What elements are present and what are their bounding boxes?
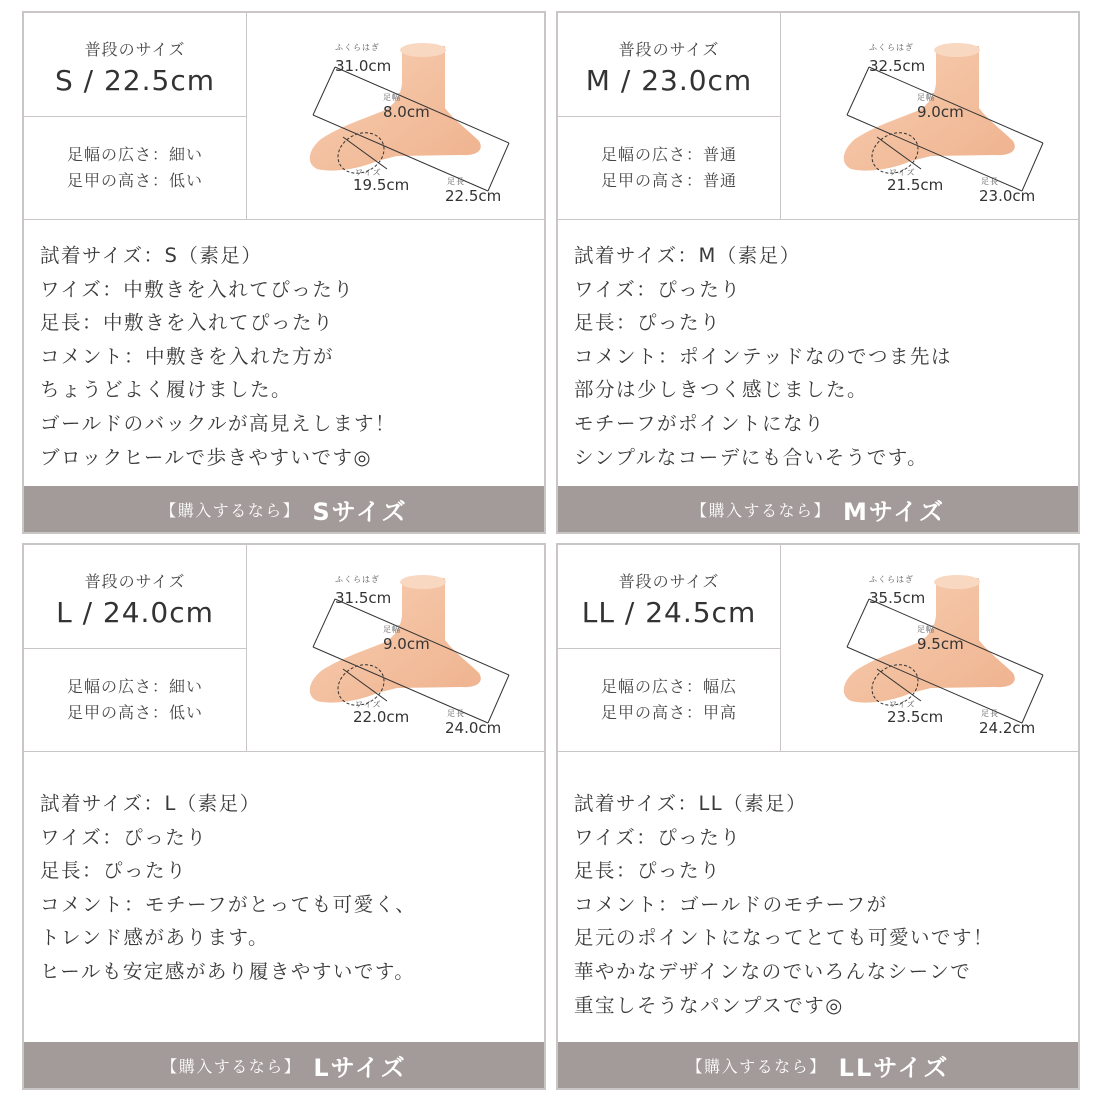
length-label: 足長 [981,177,999,186]
review-card-4 [556,543,1080,1090]
card-header [558,545,1078,752]
foot-height-text: 足甲の高さ：低い [66,703,203,722]
calf-top [934,43,980,57]
wise-value: 21.5cm [887,176,944,194]
comment-line: 試着サイズ：M（素足） [574,244,801,267]
comment-line: 試着サイズ：LL（素足） [574,792,808,815]
calf-label: ふくらはぎ [335,575,380,584]
length-line-tick-b [1022,675,1043,723]
usual-size-box [558,13,781,117]
comment-line: 足長：中敷きを入れてぴったり [40,311,335,335]
wise-label: ワイズ [889,700,916,709]
length-value: 24.0cm [445,719,502,737]
purchase-size: Mサイズ [843,497,945,526]
wise-label: ワイズ [889,168,916,177]
comment-line: 試着サイズ：S（素足） [40,244,263,267]
comment-line: 足元のポイントになってとても可愛いです！ [574,926,995,950]
foot-height-text: 足甲の高さ：普通 [600,171,737,190]
foot-diagram [247,13,544,219]
calf-value: 32.5cm [869,57,926,75]
usual-size-label: 普段のサイズ [84,572,186,591]
comment-line: シンプルなコーデにも合いそうです。 [574,445,929,469]
usual-size-label: 普段のサイズ [618,40,720,59]
comment-line: 試着サイズ：L（素足） [40,792,261,815]
wise-value: 23.5cm [887,708,944,726]
comment-line: コメント：ゴールドのモチーフが [574,892,888,916]
length-label: 足長 [981,709,999,718]
calf-value: 31.5cm [335,589,392,607]
calf-label: ふくらはぎ [335,43,380,52]
card-header [24,545,544,752]
comment-line: コメント：ポインテッドなのでつま先は [574,344,953,368]
ashihaba-label: 足幅 [917,625,935,634]
comment-line: ゴールドのバックルが高見えします！ [40,411,397,435]
purchase-bracket-label: 【購入するなら】 [160,500,301,520]
length-line-tick-a [847,67,869,115]
ashihaba-label: 足幅 [917,93,935,102]
comment-line: ワイズ：中敷きを入れてぴったり [40,277,355,301]
foot-height-text: 足甲の高さ：低い [66,171,203,190]
ashihaba-value: 8.0cm [383,103,430,121]
review-card-3 [22,543,546,1090]
wise-value: 19.5cm [353,176,410,194]
card-header [558,13,1078,220]
comment-lines [40,239,534,474]
comment-line: 足長：ぴったり [574,859,722,883]
review-card-1 [22,11,546,534]
length-value: 22.5cm [445,187,502,205]
purchase-size: LLサイズ [838,1053,950,1082]
purchase-bracket-label: 【購入するなら】 [686,1056,827,1076]
comment-lines [574,239,1068,474]
ashihaba-label: 足幅 [383,93,401,102]
usual-size-box [24,13,247,117]
ashihaba-value: 9.0cm [917,103,964,121]
comment-line: ワイズ：ぴったり [40,825,208,849]
comment-line: ワイズ：ぴったり [574,825,742,849]
comment-line: 重宝しそうなパンプスです◎ [574,993,844,1017]
usual-size-label: 普段のサイズ [618,572,720,591]
calf-value: 35.5cm [869,589,926,607]
comment-line: 華やかなデザインなのでいろんなシーンで [574,959,972,983]
comment-line: 足長：ぴったり [40,859,188,883]
ashihaba-value: 9.0cm [383,635,430,653]
foot-diagram [781,13,1078,219]
wise-label: ワイズ [355,700,382,709]
length-line-tick-a [847,599,869,647]
comment-line: 部分は少しきつく感じました。 [574,378,869,402]
usual-size-value: S / 22.5cm [54,64,216,97]
length-label: 足長 [447,709,465,718]
comment-line: モチーフがポイントになり [574,411,826,435]
wise-label: ワイズ [355,168,382,177]
length-label: 足長 [447,177,465,186]
calf-label: ふくらはぎ [869,43,914,52]
comment-lines [574,787,1068,1022]
comment-line: ワイズ：ぴったり [574,277,742,301]
purchase-size: Sサイズ [312,497,408,526]
length-line-tick-b [488,675,509,723]
calf-top [400,43,446,57]
comment-line: 足長：ぴったり [574,311,722,335]
comment-line: ブロックヒールで歩きやすいです◎ [40,445,372,469]
usual-size-value: M / 23.0cm [585,64,753,97]
comment-line: コメント：中敷きを入れた方が [40,344,335,368]
comment-line: ヒールも安定感があり履きやすいです。 [40,959,416,983]
length-line-tick-a [313,599,335,647]
wise-value: 22.0cm [353,708,410,726]
length-line-tick-b [488,143,509,191]
usual-size-box [558,545,781,649]
foot-width-text: 足幅の広さ：細い [66,145,203,164]
calf-top [934,575,980,589]
purchase-recommendation-bar [558,1042,1078,1088]
calf-label: ふくらはぎ [869,575,914,584]
length-value: 24.2cm [979,719,1036,737]
usual-size-box [24,545,247,649]
foot-shape-box [558,117,781,219]
foot-width-text: 足幅の広さ：普通 [600,145,737,164]
purchase-recommendation-bar [24,1042,544,1088]
purchase-recommendation-bar [24,486,544,532]
foot-shape-box [24,117,247,219]
review-card-2 [556,11,1080,534]
length-line-tick-b [1022,143,1043,191]
purchase-bracket-label: 【購入するなら】 [691,500,832,520]
purchase-recommendation-bar [558,486,1078,532]
comment-lines [40,787,534,989]
comment-line: ちょうどよく履けました。 [40,378,293,402]
comment-line: トレンド感があります。 [40,926,269,950]
calf-top [400,575,446,589]
card-header [24,13,544,220]
foot-shape-box [558,649,781,751]
length-line-tick-a [313,67,335,115]
foot-shape-box [24,649,247,751]
ashihaba-label: 足幅 [383,625,401,634]
usual-size-label: 普段のサイズ [84,40,186,59]
foot-diagram [247,545,544,751]
foot-diagram [781,545,1078,751]
calf-value: 31.0cm [335,57,392,75]
foot-width-text: 足幅の広さ：細い [66,677,203,696]
foot-width-text: 足幅の広さ：幅広 [600,677,737,696]
foot-height-text: 足甲の高さ：甲高 [600,703,737,722]
purchase-size: Lサイズ [313,1053,407,1082]
usual-size-value: L / 24.0cm [56,596,214,629]
comment-line: コメント：モチーフがとっても可愛く、 [40,892,417,916]
length-value: 23.0cm [979,187,1036,205]
purchase-bracket-label: 【購入するなら】 [161,1056,302,1076]
usual-size-value: LL / 24.5cm [581,596,757,629]
ashihaba-value: 9.5cm [917,635,964,653]
